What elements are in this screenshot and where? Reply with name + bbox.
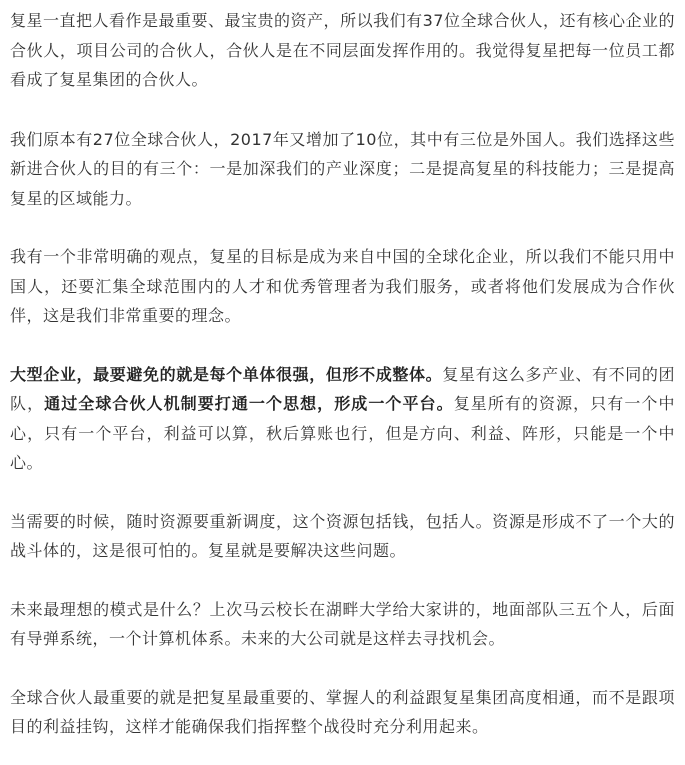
- paragraph-7: 全球合伙人最重要的就是把复星最重要的、掌握人的利益跟复星集团高度相通，而不是跟项目的利益挂钩，这样才能确保我们指挥整个战役时充分利用起来。: [10, 687, 675, 736]
- bold-statement-1: 大型企业，最要避免的就是每个单体很强，但形不成整体。: [10, 364, 443, 384]
- paragraph-5: 当需要的时候，随时资源要重新调度，这个资源包括钱，包括人。资源是形成不了一个大的战斗体的，这是很可怕的。复星就是要解决这些问题。: [10, 511, 675, 560]
- paragraph-1: 复星一直把人看作是最重要、最宝贵的资产，所以我们有37位全球合伙人，还有核心企业的合伙人，项目公司的合伙人，合伙人是在不同层面发挥作用的。我觉得复星把每一位员工都看成了复星集团的合伙人。: [10, 11, 675, 89]
- paragraph-2: 我们原本有27位全球合伙人，2017年又增加了10位，其中有三位是外国人。我们选择这些新进合伙人的目的有三个：一是加深我们的产业深度；二是提高复星的科技能力；三是提高复星的区域能力。: [10, 129, 675, 208]
- paragraph-4-text-1: 复星有这么多产业、有不同的团队，: [10, 364, 675, 413]
- paragraph-4: [10, 360, 675, 478]
- paragraph-4-text-2: 复星所有的资源，只有一个中心，只有一个平台，利益可以算，秋后算账也行，但是方向、利益、阵形，只能是一个中心。: [10, 394, 675, 472]
- bold-statement-2: 通过全球合伙人机制要打通一个思想，形成一个平台。: [44, 394, 454, 413]
- paragraph-3: 我有一个非常明确的观点，复星的目标是成为来自中国的全球化企业，所以我们不能只用中国人，还要汇集全球范围内的人才和优秀管理者为我们服务，或者将他们发展成为合作伙伴，这是我们非常重要的理念。: [10, 247, 675, 325]
- paragraph-6: 未来最理想的模式是什么？上次马云校长在湖畔大学给大家讲的，地面部队三五个人，后面有导弹系统，一个计算机体系。未来的大公司就是这样去寻找机会。: [10, 599, 675, 648]
